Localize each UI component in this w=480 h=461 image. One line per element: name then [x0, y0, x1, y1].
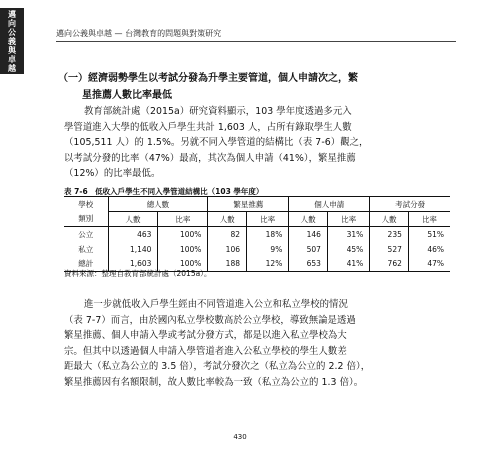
table-cell: 463 — [108, 227, 158, 242]
table-caption: 表 7-6 低收入戶學生不同入學管道結構比（103 學年度） — [64, 187, 264, 196]
paragraph-line: 繁星推薦、個人申請入學或考試分發方式，都是以進入私立學校為大 — [64, 330, 347, 341]
group-header-total: 總人數 — [108, 197, 208, 212]
table-cell: 82 — [208, 227, 247, 242]
section-heading-line-2: 星推薦人數比率最低 — [82, 90, 172, 101]
paragraph-line: （105,511 人）的 1.5%。另就不同入學管道的結構比（表 7-6）觀之， — [64, 137, 369, 148]
header-rule — [56, 41, 456, 42]
table-cell: 46% — [408, 242, 450, 257]
paragraph-2 — [64, 297, 450, 390]
running-head: 邁向公義與卓越 — 台灣教育的問題與對策研究 — [56, 29, 222, 38]
subheader-cell: 比率 — [158, 212, 208, 227]
table-cell: 47% — [408, 257, 450, 272]
chapter-side-tab — [0, 8, 24, 74]
paragraph-line: 宗。但其中以透過個人申請入學管道者進入公私立學校的學生人數差 — [64, 345, 347, 357]
subheader-cell: 人數 — [208, 212, 247, 227]
paragraph-line: 距最大（私立為公立的 3.5 倍），考試分發次之（私立為公立的 2.2 倍）， — [64, 361, 371, 372]
table-cell: 41% — [327, 257, 369, 272]
section-heading — [58, 70, 458, 104]
subheader-cell: 人數 — [289, 212, 328, 227]
group-header-personal: 個人申請 — [289, 197, 370, 212]
table-cell: 9% — [247, 242, 289, 257]
row-label: 總計 — [64, 257, 108, 272]
table-cell: 653 — [289, 257, 328, 272]
group-header-star: 繁星推薦 — [208, 197, 289, 212]
table-cell: 100% — [158, 242, 208, 257]
table-cell: 1,603 — [108, 257, 158, 272]
subheader-cell: 比率 — [408, 212, 450, 227]
table-cell: 18% — [247, 227, 289, 242]
paragraph-line: （表 7-7）而言，由於國內私立學校數高於公立學校，導致無論是透過 — [64, 314, 356, 326]
paragraph-line: 進一步就低收入戶學生經由不同管道進入公立和私立學校的情況 — [84, 299, 348, 310]
table-cell: 31% — [327, 227, 369, 242]
admission-channel-table — [64, 196, 450, 272]
page-number: 430 — [233, 433, 247, 441]
table-cell: 12% — [247, 257, 289, 272]
subheader-cell: 比率 — [247, 212, 289, 227]
table-cell: 106 — [208, 242, 247, 257]
table-cell: 1,140 — [108, 242, 158, 257]
table-cell: 100% — [158, 227, 208, 242]
side-tab-label: 邁向公義與卓越 — [7, 9, 17, 73]
row-label: 私立 — [78, 244, 94, 254]
table-cell: 45% — [327, 242, 369, 257]
section-heading-line-1: （一）經濟弱勢學生以考試分發為升學主要管道，個人申請次之，繁 — [58, 73, 358, 84]
table-cell: 527 — [370, 242, 409, 257]
table-row-public — [64, 227, 450, 242]
row-label: 公立 — [78, 229, 94, 239]
table-cell: 146 — [289, 227, 328, 242]
row-header-top: 學校 — [64, 197, 108, 212]
table-cell: 235 — [370, 227, 409, 242]
row-header-bottom: 類別 — [64, 212, 108, 227]
paragraph-line: 教育部統計處（2015a）研究資料顯示，103 學年度透過多元入 — [84, 106, 352, 117]
paragraph-line: 繁星推薦因有名額限制，故人數比率較為一致（私立為公立的 1.3 倍）。 — [64, 376, 364, 388]
table-cell: 188 — [208, 257, 247, 272]
paragraph-line: 以考試分發的比率（47%）最高，其次為個人申請（41%），繁星推薦 — [64, 152, 356, 164]
paragraph-line: 學管道進入大學的低收入戶學生共計 1,603 人，占所有錄取學生人數 — [64, 121, 352, 133]
table-cell: 51% — [408, 227, 450, 242]
subheader-cell: 人數 — [370, 212, 409, 227]
group-header-exam: 考試分發 — [370, 197, 450, 212]
table-cell: 507 — [289, 242, 328, 257]
paragraph-line: （12%）的比率最低。 — [64, 168, 161, 179]
subheader-cell: 比率 — [327, 212, 369, 227]
table-cell: 100% — [158, 257, 208, 272]
table-row-private — [64, 242, 450, 257]
table-source-note: 資料來源：整理自教育部統計處（2015a）。 — [64, 269, 212, 278]
table-cell: 762 — [370, 257, 409, 272]
subheader-cell: 人數 — [108, 212, 158, 227]
paragraph-1 — [64, 104, 450, 182]
